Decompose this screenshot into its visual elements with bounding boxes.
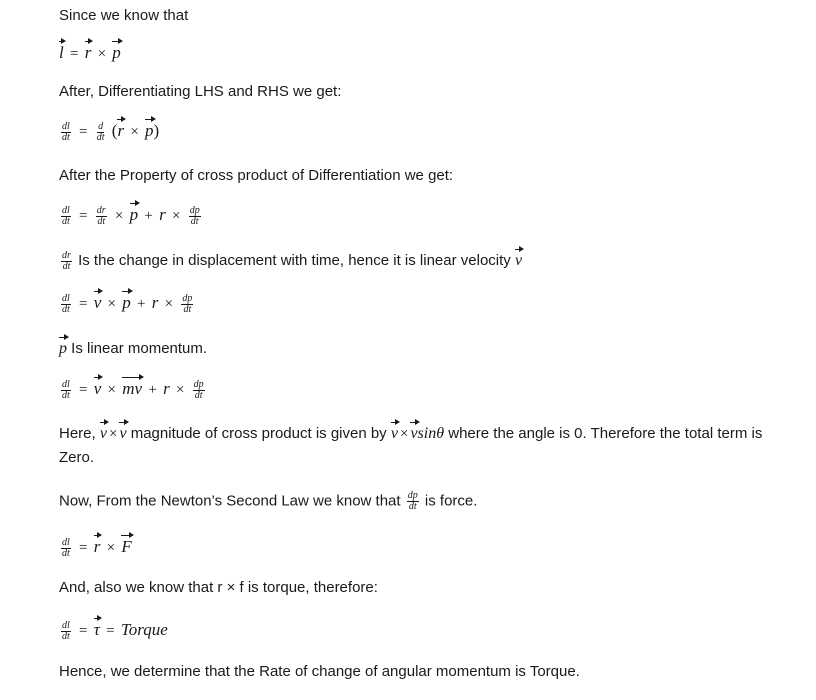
equation-torque: $\frac{dl}{dt}$ = τ = Torque [62, 619, 168, 642]
cross-sign: × [97, 46, 107, 62]
text-linear-momentum: p Is linear momentum. [59, 338, 207, 360]
vec-l: l [59, 43, 64, 62]
text-since-we-know: Since we know that [59, 7, 189, 24]
text-differentiating [59, 82, 341, 102]
eq-sign: = [69, 46, 79, 62]
text-intro [59, 6, 188, 26]
equation-product-rule: $\frac{dl}{dt}$ = $\frac{dr}{dt}$ × p + r × $\frac{dp}{dt}$ [62, 204, 200, 227]
text-property-cross-product: After the Property of cross product of Differentiation we get: [59, 167, 454, 184]
fraction-dl-dt: $\frac{dl}{dt}$ [62, 120, 70, 143]
equation-velocity-substitution: $\frac{dl}{dt}$ = v × p + r × $\frac{dp}{dt}$ [62, 292, 193, 315]
text-newton-second-law: Now, From the Newton’s Second Law we know that $\frac{dp}{dt}$ is force. [59, 490, 478, 512]
vec-p: p [145, 121, 154, 140]
text-conclusion: Hence, we determine that the Rate of change of angular momentum is Torque. [59, 663, 580, 680]
equation-r-cross-f: $\frac{dl}{dt}$ = r × F [62, 536, 132, 559]
equation-angular-momentum [59, 42, 121, 65]
vec-r: r [84, 43, 92, 62]
text-linear-velocity: $\frac{dr}{dt}$ Is the change in displacement with time, hence it is linear velocity v [62, 249, 523, 272]
vec-r: r [117, 121, 125, 140]
text-differentiating-lhs-rhs: After, Differentiating LHS and RHS we get: [59, 83, 342, 100]
text-torque-definition: And, also we know that r × f is torque, therefore: [59, 579, 378, 596]
equation-momentum-substitution: $\frac{dl}{dt}$ = v × mv + r × $\frac{dp}{dt}$ [62, 378, 204, 401]
equation-derivative: $\frac{dl}{dt}$ = $\frac{d}{dt}$ (r × p) [62, 120, 160, 143]
fraction-d-dt: $\frac{d}{dt}$ [96, 120, 105, 143]
text-cross-product-zero: Here, v × v magnitude of cross product is given by v × vsinθ where the angle is 0. Therefore the total term is Zero. [59, 425, 763, 466]
vec-p: p [112, 43, 121, 62]
eq-sign: = [79, 124, 88, 140]
text-property [59, 166, 453, 186]
